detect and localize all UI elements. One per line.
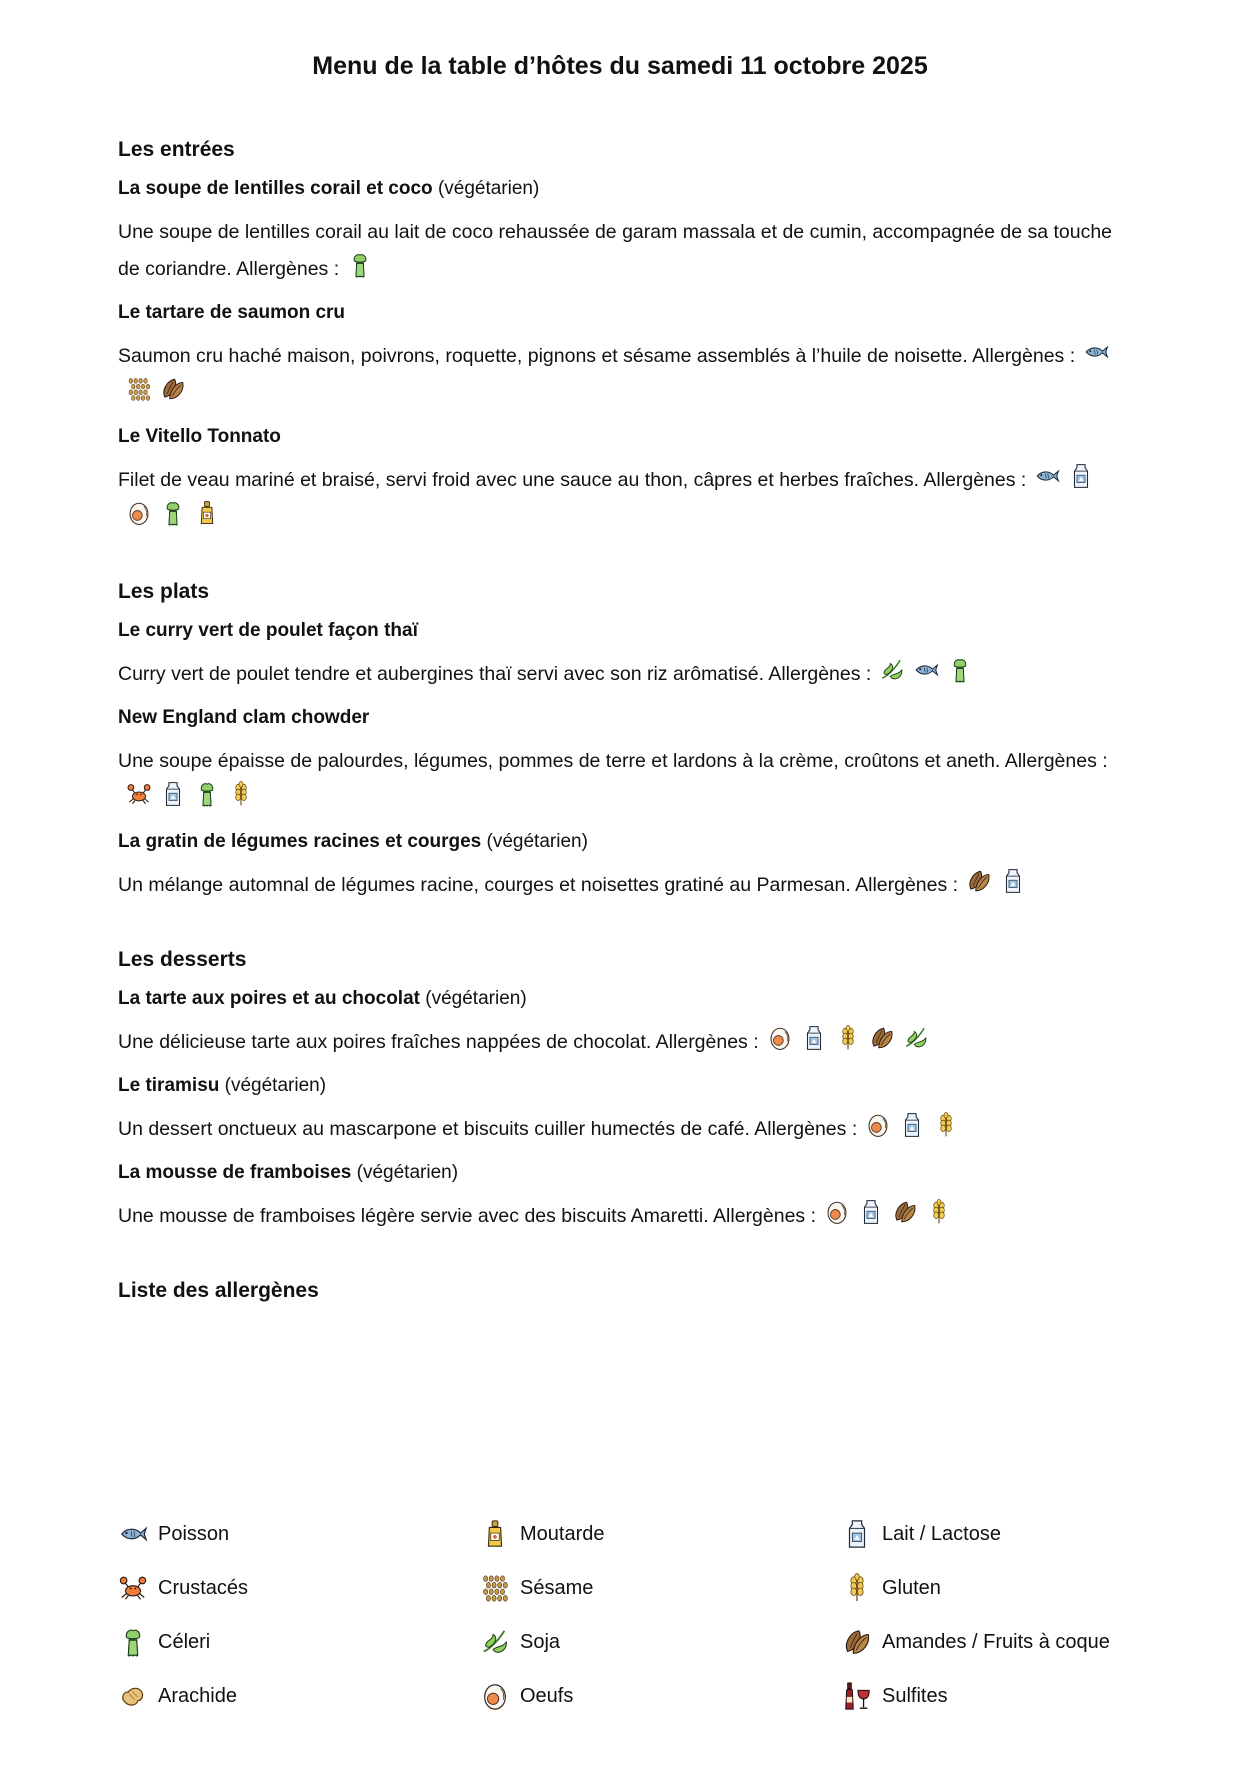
- soy-icon: [879, 657, 905, 683]
- legend-label: Céleri: [158, 1630, 211, 1653]
- fish-icon: [1083, 339, 1109, 365]
- dish-description-text: Une soupe de lentilles corail au lait de coco rehaussée de garam massala et de cumin, accompagnée de sa touche de coriandre.: [118, 221, 1113, 280]
- dish-description: [118, 214, 1128, 288]
- dish: [118, 178, 1128, 288]
- dish: [118, 302, 1128, 412]
- dish-heading: [118, 620, 1128, 642]
- dish-description: [118, 743, 1128, 817]
- dish-name: Le tartare de saumon cru: [118, 302, 346, 323]
- legend-item: [842, 1626, 1128, 1658]
- nut-icon: [869, 1025, 895, 1051]
- dish-heading: [118, 988, 1128, 1010]
- legend-label: Gluten: [882, 1576, 941, 1599]
- dish-description: [118, 1024, 1128, 1061]
- legend-item: [842, 1680, 1128, 1712]
- menu-section: [118, 580, 1128, 904]
- dish-description: [118, 1111, 1128, 1148]
- menu-section: [118, 138, 1128, 536]
- dish-name: Le curry vert de poulet façon thaï: [118, 620, 418, 641]
- legend-label: Poisson: [158, 1522, 230, 1545]
- milk-icon: [1000, 868, 1026, 894]
- milk-icon: [801, 1025, 827, 1051]
- section-title: Les plats: [118, 580, 210, 603]
- dish: [118, 620, 1128, 693]
- wheat-icon: [842, 1573, 872, 1603]
- allergen-label: Allergènes :: [768, 663, 872, 685]
- sesame-icon: [126, 376, 152, 402]
- legend-label: Amandes / Fruits à coque: [882, 1630, 1110, 1653]
- section-title: Les entrées: [118, 138, 235, 161]
- legend-item: [480, 1626, 842, 1658]
- dish-name: Le Vitello Tonnato: [118, 426, 281, 447]
- allergen-legend: [118, 1518, 1128, 1712]
- legend-item: [118, 1626, 480, 1658]
- mustard-icon: [194, 500, 220, 526]
- dish-description-text: Curry vert de poulet tendre et aubergines thaï servi avec son riz arômatisé.: [118, 663, 764, 685]
- celery-icon: [160, 500, 186, 526]
- dish-description: [118, 462, 1128, 536]
- dish-heading: [118, 707, 1128, 729]
- legend-label: Arachide: [158, 1684, 237, 1707]
- mustard-icon: [480, 1519, 510, 1549]
- celery-icon: [947, 657, 973, 683]
- egg-icon: [767, 1025, 793, 1051]
- nut-icon: [892, 1199, 918, 1225]
- legend-label: Sésame: [520, 1576, 594, 1599]
- dish-name: La tarte aux poires et au chocolat: [118, 988, 420, 1009]
- celery-icon: [118, 1627, 148, 1657]
- dish-description-text: Une mousse de framboises légère servie avec des biscuits Amaretti.: [118, 1205, 709, 1227]
- dish: [118, 831, 1128, 904]
- soy-icon: [480, 1627, 510, 1657]
- dish-heading: [118, 831, 1128, 853]
- legend-label: Moutarde: [520, 1522, 605, 1545]
- soy-icon: [903, 1025, 929, 1051]
- dish-note: (végétarien): [486, 831, 588, 852]
- legend-label: Lait / Lactose: [882, 1522, 1001, 1545]
- milk-icon: [160, 781, 186, 807]
- dish-description: [118, 656, 1128, 693]
- legend-label: Crustacés: [158, 1576, 249, 1599]
- legend-item: [118, 1518, 480, 1550]
- allergen-label: Allergènes :: [923, 469, 1027, 491]
- crab-icon: [126, 781, 152, 807]
- dish-name: La soupe de lentilles corail et coco: [118, 178, 433, 199]
- legend-item: [118, 1572, 480, 1604]
- dish-name: New England clam chowder: [118, 707, 370, 728]
- dish-note: (végétarien): [356, 1162, 459, 1183]
- wheat-icon: [933, 1112, 959, 1138]
- page-title: Menu de la table d’hôtes du samedi 11 octobre 2025: [312, 52, 928, 80]
- section-title: Les desserts: [118, 948, 247, 971]
- dish: [118, 707, 1128, 817]
- sesame-icon: [480, 1573, 510, 1603]
- legend-label: Oeufs: [520, 1684, 574, 1707]
- menu-content: [118, 138, 1128, 1303]
- fish-icon: [1034, 463, 1060, 489]
- egg-icon: [865, 1112, 891, 1138]
- fish-icon: [118, 1519, 148, 1549]
- allergen-label: Allergènes :: [236, 258, 340, 280]
- legend-item: [480, 1572, 842, 1604]
- dish-note: (végétarien): [437, 178, 540, 199]
- milk-icon: [858, 1199, 884, 1225]
- dish: [118, 1075, 1128, 1148]
- legend-label: Sulfites: [882, 1684, 948, 1707]
- dish-description-text: Une soupe épaisse de palourdes, légumes, pommes de terre et lardons à la crème, croûtons et aneth.: [118, 750, 1001, 772]
- nut-icon: [842, 1627, 872, 1657]
- legend-item: [842, 1572, 1128, 1604]
- nut-icon: [966, 868, 992, 894]
- dish-description: [118, 1198, 1128, 1235]
- dish-description-text: Une délicieuse tarte aux poires fraîches nappées de chocolat.: [118, 1031, 652, 1053]
- milk-icon: [899, 1112, 925, 1138]
- dish: [118, 988, 1128, 1061]
- dish-heading: [118, 1075, 1128, 1097]
- allergen-label: Allergènes :: [972, 345, 1076, 367]
- fish-icon: [913, 657, 939, 683]
- celery-icon: [347, 252, 373, 278]
- dish-heading: [118, 1162, 1128, 1184]
- allergen-label: Allergènes :: [754, 1118, 858, 1140]
- legend-label: Soja: [520, 1630, 561, 1653]
- wheat-icon: [835, 1025, 861, 1051]
- wheat-icon: [228, 781, 254, 807]
- dish-heading: [118, 178, 1128, 200]
- wine-icon: [842, 1681, 872, 1711]
- wheat-icon: [926, 1199, 952, 1225]
- nut-icon: [160, 376, 186, 402]
- dish-description-text: Un dessert onctueux au mascarpone et biscuits cuiller humectés de café.: [118, 1118, 750, 1140]
- dish-description-text: Un mélange automnal de légumes racine, courges et noisettes gratiné au Parmesan.: [118, 874, 851, 896]
- legend-title: Liste des allergènes: [118, 1279, 319, 1302]
- dish-description: [118, 867, 1128, 904]
- dish-name: Le tiramisu: [118, 1075, 220, 1096]
- legend-item: [842, 1518, 1128, 1550]
- legend-item: [480, 1680, 842, 1712]
- egg-icon: [824, 1199, 850, 1225]
- dish-note: (végétarien): [224, 1075, 327, 1096]
- peanut-icon: [118, 1681, 148, 1711]
- celery-icon: [194, 781, 220, 807]
- allergen-label: Allergènes :: [713, 1205, 817, 1227]
- egg-icon: [480, 1681, 510, 1711]
- dish-name: La mousse de framboises: [118, 1162, 352, 1183]
- dish-name: La gratin de légumes racines et courges: [118, 831, 482, 852]
- dish: [118, 426, 1128, 536]
- egg-icon: [126, 500, 152, 526]
- dish: [118, 1162, 1128, 1235]
- dish-note: (végétarien): [425, 988, 527, 1009]
- dish-description-text: Saumon cru haché maison, poivrons, roquette, pignons et sésame assemblés à l’huile de noisette.: [118, 345, 968, 367]
- legend-item: [480, 1518, 842, 1550]
- crab-icon: [118, 1573, 148, 1603]
- legend-item: [118, 1680, 480, 1712]
- allergen-label: Allergènes :: [655, 1031, 759, 1053]
- menu-section: [118, 948, 1128, 1235]
- milk-icon: [1068, 463, 1094, 489]
- dish-description-text: Filet de veau mariné et braisé, servi froid avec une sauce au thon, câpres et herbes fraîches.: [118, 469, 920, 491]
- dish-description: [118, 338, 1128, 412]
- allergen-label: Allergènes :: [855, 874, 959, 896]
- milk-icon: [842, 1519, 872, 1549]
- dish-heading: [118, 302, 1128, 324]
- dish-heading: [118, 426, 1128, 448]
- allergen-label: Allergènes :: [1004, 750, 1108, 772]
